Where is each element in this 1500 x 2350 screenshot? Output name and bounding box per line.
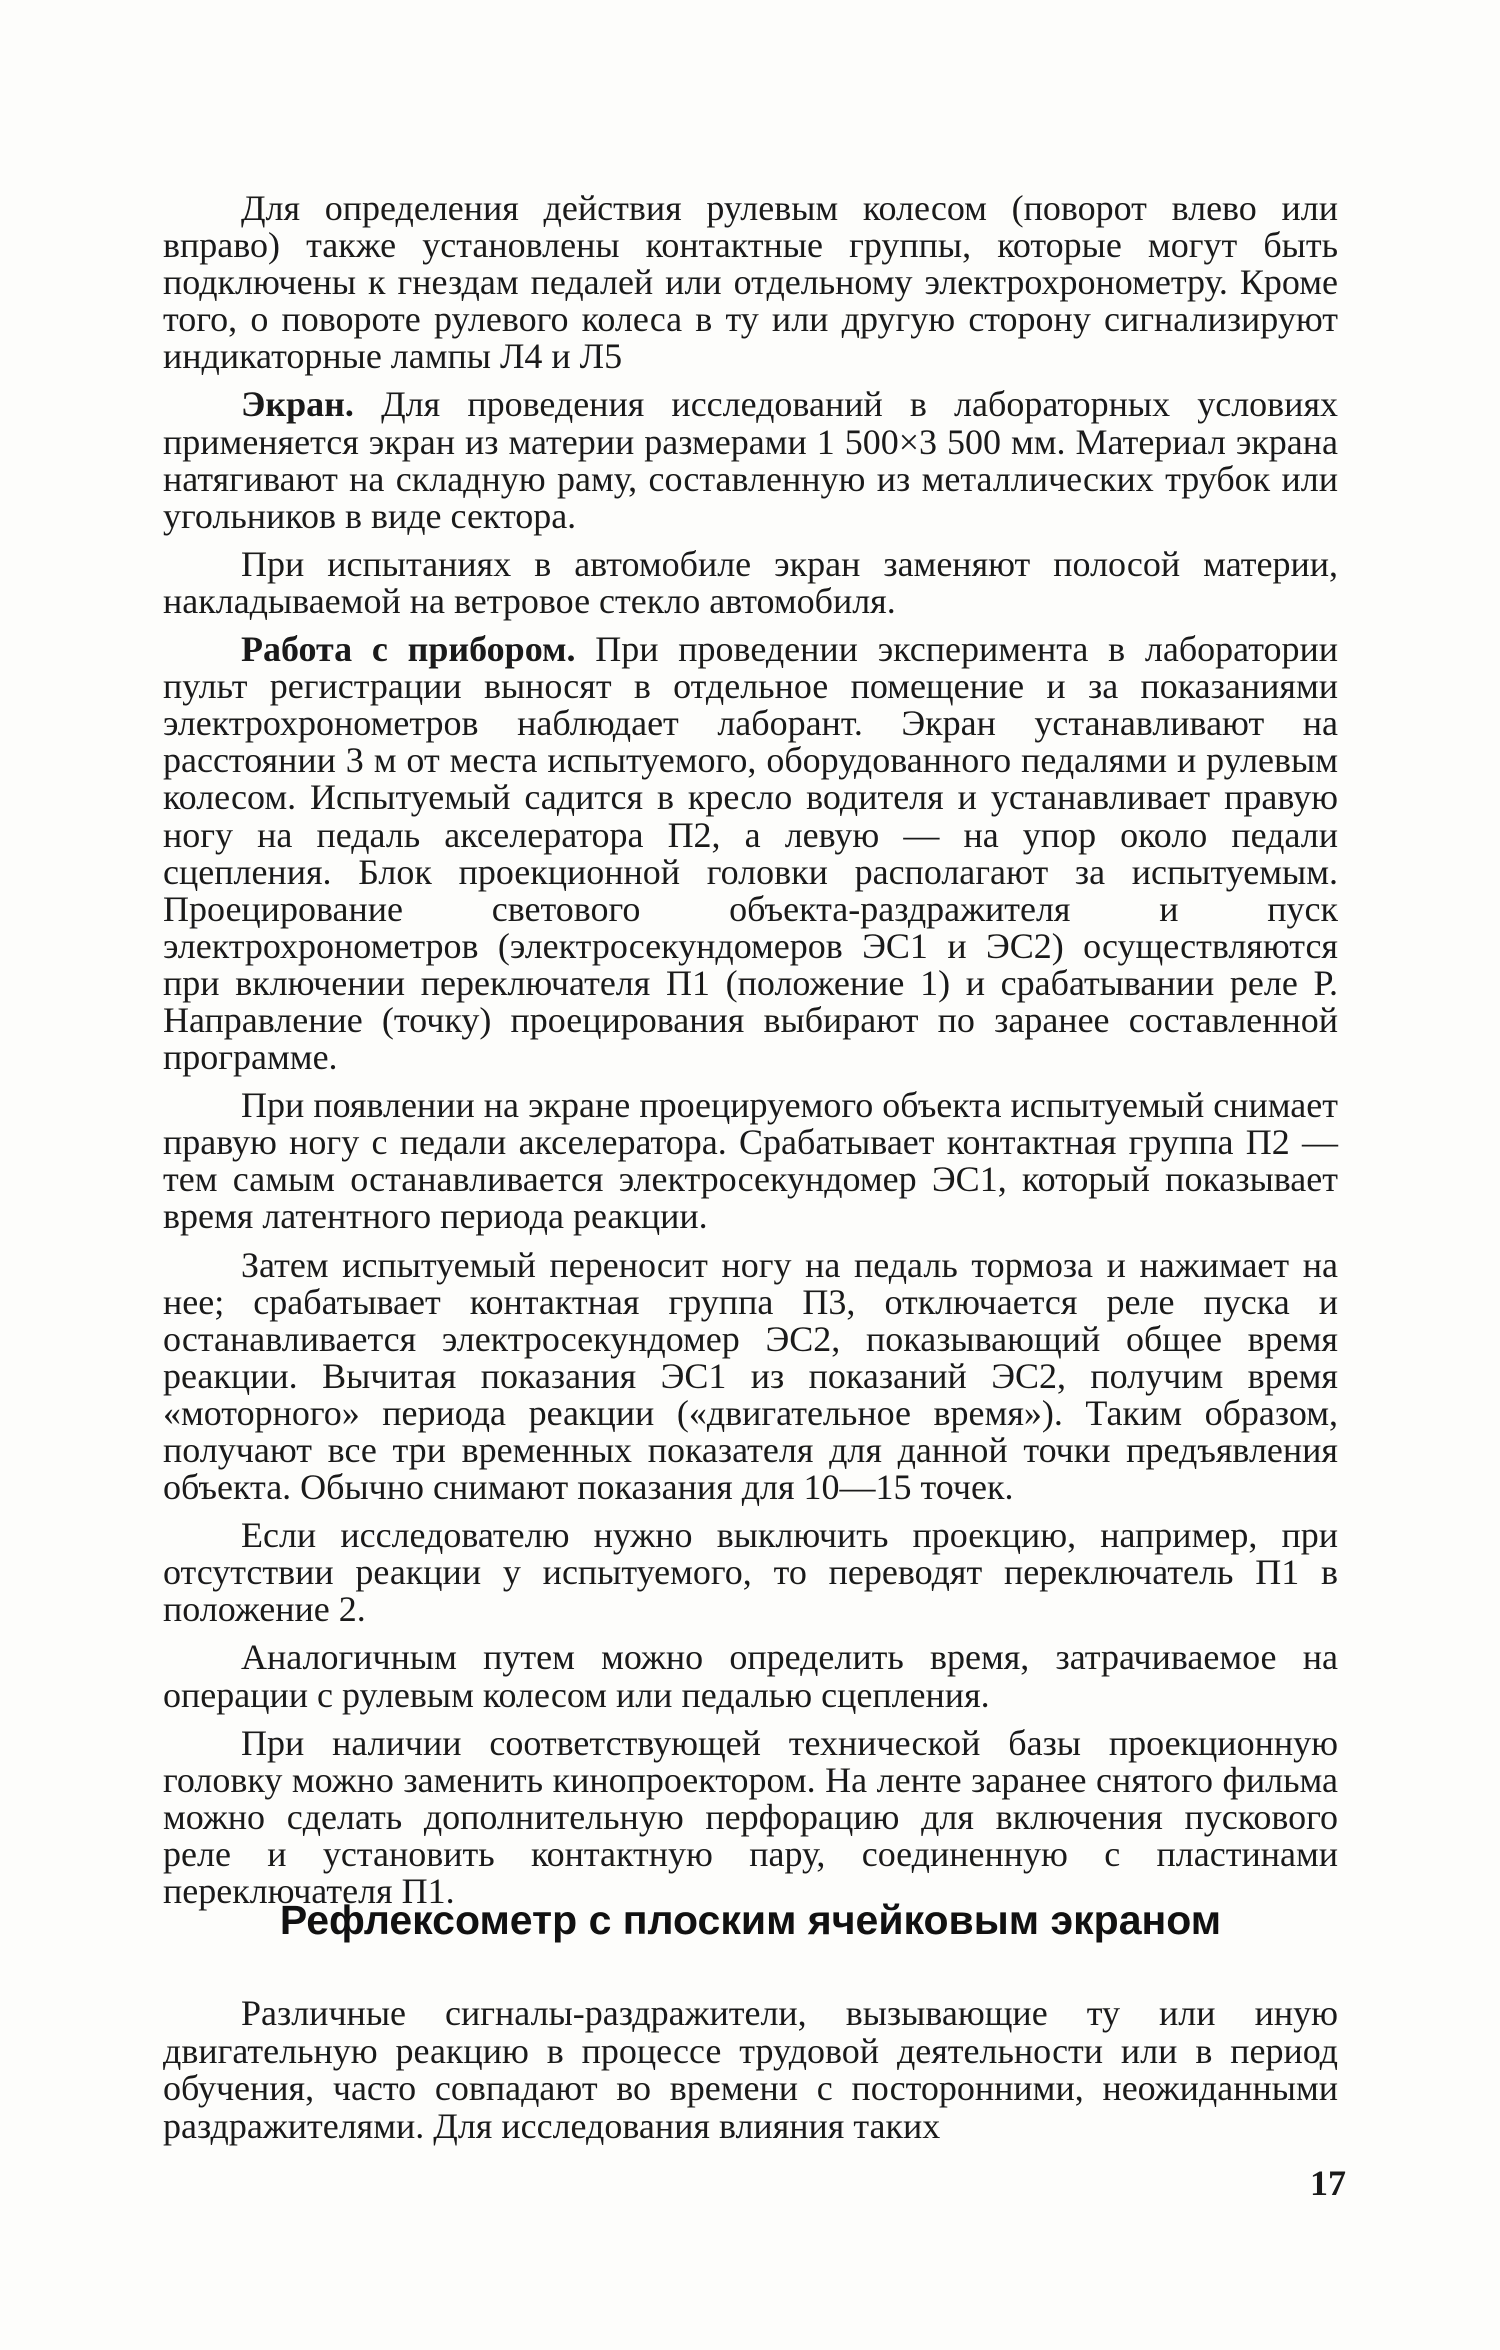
page-number: 17 bbox=[1310, 2163, 1346, 2203]
paragraph bbox=[163, 1639, 1338, 1713]
paragraph-text: Для проведения исследований в лабораторных условиях применяется экран из материи размерами 1 500×3 500 мм. Материал экрана натягивают на складную раму, составленную из металлических трубок или угольников в виде сектора. bbox=[163, 384, 1338, 536]
paragraph-text: Аналогичным путем можно определить время, затрачиваемое на операции с рулевым колесом или педалью сцепления. bbox=[163, 1637, 1338, 1715]
paragraph-lead: Экран. bbox=[241, 384, 354, 425]
paragraph-text: При испытаниях в автомобиле экран заменяют полосой материи, накладываемой на ветровое стекло автомобиля. bbox=[163, 543, 1338, 621]
body-text bbox=[163, 190, 1338, 1921]
paragraph bbox=[163, 1517, 1338, 1628]
paragraph bbox=[163, 631, 1338, 1076]
section-heading: Рефлексометр с плоским ячейковым экраном bbox=[279, 1897, 1222, 1943]
paragraph bbox=[163, 1722, 1338, 1912]
paragraph bbox=[163, 1244, 1338, 1508]
paragraph-text: Затем испытуемый переносит ногу на педаль тормоза и нажимает на нее; срабатывает контактная группа П3, отключается реле пуска и останавливается электросекундомер ЭС2, показывающий общее время реакции. Вычитая показания ЭС1 из показаний ЭС2, получим время «моторного» периода реакции («двигательное время»). Таким образом, получают все три временных показателя для данной точки предъявления объекта. Обычно снимают показания для 10—15 точек. bbox=[163, 1244, 1338, 1508]
section-body bbox=[163, 1995, 1338, 2145]
paragraph bbox=[163, 1087, 1338, 1235]
paragraph-text: Различные сигналы-раздражители, вызывающие ту или иную двигательную реакцию в процессе трудовой деятельности или в период обучения, часто совпадают во времени с посторонними, неожиданными раздражителями. Для исследования влияния таких bbox=[163, 1993, 1338, 2146]
paragraph-text: При наличии соответствующей технической базы проекционную головку можно заменить кинопроектором. На ленте заранее снятого фильма можно сделать дополнительную перфорацию для включения пускового реле и установить контактную пару, соединенную с пластинами переключателя П1. bbox=[163, 1722, 1338, 1912]
paragraph-lead: Работа с прибором. bbox=[241, 629, 576, 670]
paragraph-text: Если исследователю нужно выключить проекцию, например, при отсутствии реакции у испытуемого, то переводят переключатель П1 в положение 2. bbox=[163, 1515, 1338, 1630]
paragraph bbox=[163, 190, 1338, 375]
paragraph bbox=[163, 543, 1338, 621]
paragraph-text: При появлении на экране проецируемого объекта испытуемый снимает правую ногу с педали акселератора. Срабатывает контактная группа П2 — тем самым останавливается электросекундомер ЭС1, который показывает время латентного периода реакции. bbox=[163, 1085, 1338, 1237]
paragraph bbox=[163, 386, 1338, 534]
paragraph-text: При проведении эксперимента в лаборатории пульт регистрации выносят в отдельное помещение и за показаниями электрохронометров наблюдает лаборант. Экран устанавливают на расстоянии 3 м от места испытуемого, оборудованного педалями и рулевым колесом. Испытуемый садится в кресло водителя и устанавливает правую ногу на педаль акселератора П2, а левую — на упор около педали сцепления. Блок проекционной головки располагают за испытуемым. Проецирование светового объекта-раздражителя и пуск электрохронометров (электросекундомеров ЭС1 и ЭС2) осуществляются при включении переключателя П1 (положение 1) и срабатывании реле Р. Направление (точку) проецирования выбирают по заранее составленной программе. bbox=[163, 629, 1338, 1078]
paragraph-text: Для определения действия рулевым колесом (поворот влево или вправо) также установлены контактные группы, которые могут быть подключены к гнездам педалей или отдельному электрохронометру. Кроме того, о повороте рулевого колеса в ту или другую сторону сигнализируют индикаторные лампы Л4 и Л5 bbox=[163, 188, 1338, 377]
